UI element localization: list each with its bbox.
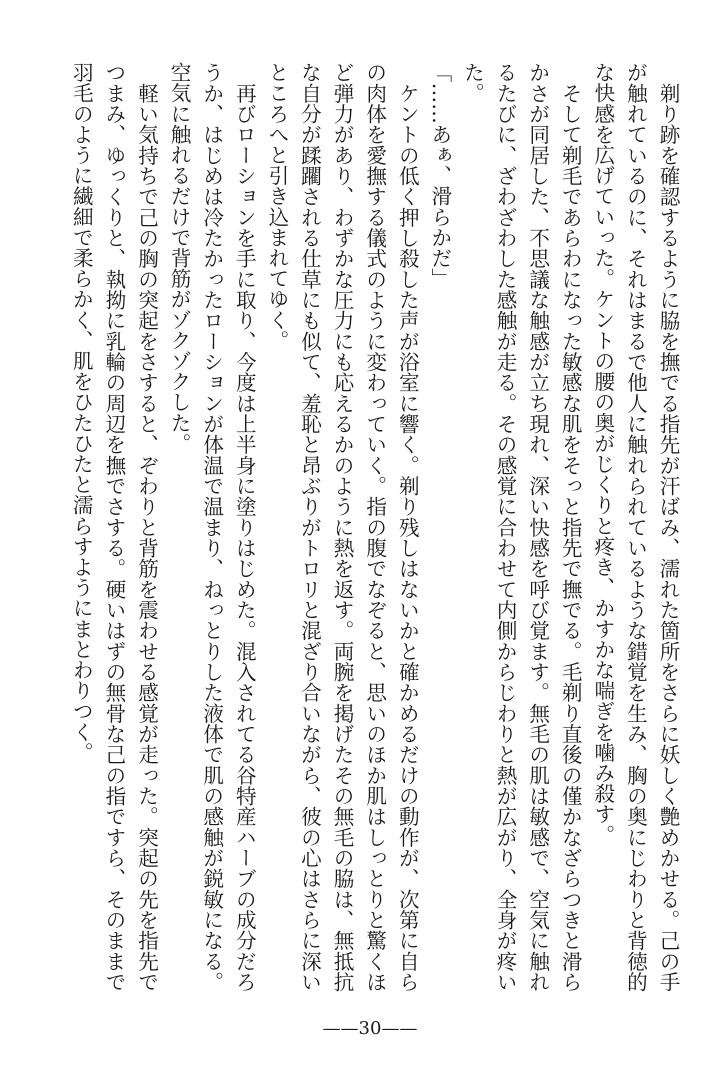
text-line: ところへと引き込まれてゆく。 xyxy=(264,62,289,351)
text-line: ど弾力があり、わずかな圧力にも応えるかのように熱を返す。両腕を掲げたその無毛の脇は、無抵抗 xyxy=(330,62,355,992)
text-line: るたびに、ざわざわした感触が走る。その感覚に合わせて内側からじわりと熱が広がり、全身が疼い xyxy=(493,62,518,992)
text-line: 軽い気持ちで己の胸の突起をさすると、ぞわりと背筋を震わせる感覚が走った。突起の先を指先で xyxy=(134,62,159,992)
text-line: 空気に触れるだけで背筋がゾクゾクした。 xyxy=(167,62,192,454)
page-number: ——30—— xyxy=(322,1018,418,1039)
text-line: ケントの低く押し殺した声が浴室に響く。剃り残しはないかと確かめるだけの動作が、次第に自ら xyxy=(395,62,420,992)
text-line: 羽毛のように繊細で柔らかく、肌をひたひたと濡らすようにまとわりつく。 xyxy=(69,62,94,763)
text-line: 剃り跡を確認するように脇を撫でる指先が汗ばみ、濡れた箇所をさらに妖しく艶めかせる。己の手 xyxy=(656,62,680,992)
text-line: な自分が蹂躙される仕草にも似て、羞恥と昂ぶりがトロリと混ざり合いながら、彼の心はさらに深い xyxy=(297,62,322,992)
vertical-body-text xyxy=(65,62,684,992)
text-line: つまみ、ゆっくりと、執拗に乳輪の周辺を撫でさする。硬いはずの無骨な己の指ですら、そのままで xyxy=(101,62,126,992)
text-line: の肉体を愛撫する儀式のように変わっていく。指の腹でなぞると、思いのほか肌はしっとりと驚くほ xyxy=(362,62,387,992)
text-line: が触れているのに、それはまるで他人に触れられているような錯覚を生み、胸の奥にじわりと背徳的 xyxy=(623,62,648,992)
text-line: た。 xyxy=(460,62,485,104)
text-line: うか、はじめは冷たかったローションが体温で温まり、ねっとりした液体で肌の感触が鋭敏になる。 xyxy=(199,62,224,992)
text-line: な快感を広げていった。ケントの腰の奥がじくりと疼き、かすかな喘ぎを噛み殺す。 xyxy=(590,62,615,845)
text-line: 再びローションを手に取り、今度は上半身に塗りはじめた。混入されてる谷特産ハーブの成分だろ xyxy=(232,62,257,992)
dialogue-line: 「……あぁ、滑らかだ」 xyxy=(427,62,452,289)
text-line: かさが同居した、不思議な触感が立ち現れ、深い快感を呼び覚ます。無毛の肌は敏感で、空気に触れ xyxy=(525,62,550,992)
text-line: そして剃毛であらわになった敏感な肌をそっと指先で撫でる。毛剃り直後の僅かなざらつきと滑ら xyxy=(558,62,583,992)
